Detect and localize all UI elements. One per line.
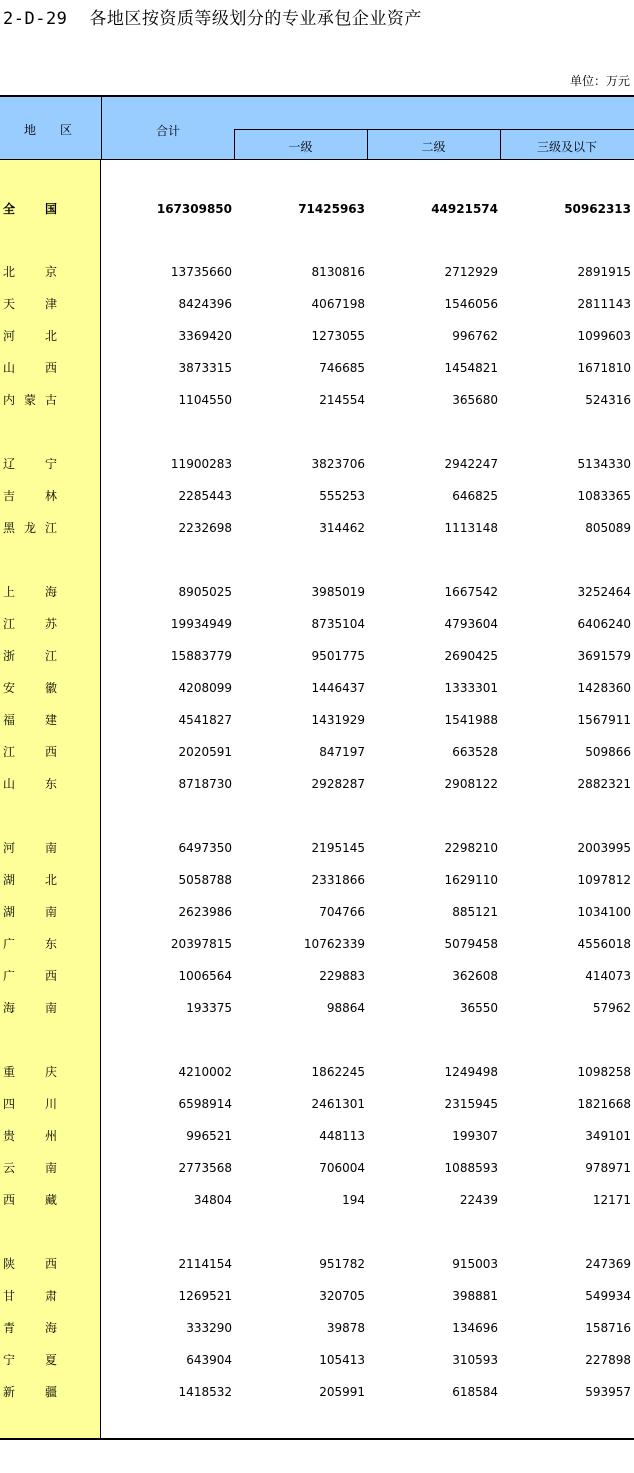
level2-value: 2298210: [444, 841, 498, 855]
region-char: 贵: [3, 1129, 16, 1143]
table-row: [0, 870, 634, 890]
table-row: [0, 518, 634, 538]
region-char: 湖: [3, 873, 16, 887]
region-name: [3, 1094, 57, 1114]
region-char: 庆: [44, 1065, 57, 1079]
level2-value: 365680: [452, 393, 498, 407]
header-level2: 二级: [421, 140, 446, 154]
total-value: 2020591: [178, 745, 232, 759]
level1-value: 314462: [319, 521, 365, 535]
table-row: [0, 326, 634, 346]
level2-value: 1546056: [444, 297, 498, 311]
region-char: 西: [44, 1257, 57, 1271]
level1-value: 2195145: [311, 841, 365, 855]
header-level3: 三级及以下: [536, 140, 597, 154]
region-char: 天: [3, 297, 16, 311]
level2-value: 2908122: [444, 777, 498, 791]
region-name: [3, 582, 57, 602]
region-name: [3, 358, 57, 378]
table-row: [0, 774, 634, 794]
table-row: [0, 742, 634, 762]
level1-value: 706004: [319, 1161, 365, 1175]
region-char: 广: [3, 969, 16, 983]
region-char: 夏: [44, 1353, 57, 1367]
region-char: 川: [44, 1097, 57, 1111]
table-code: 2-D-29: [3, 9, 68, 29]
level3-value: 414073: [585, 969, 631, 983]
total-value: 2285443: [178, 489, 232, 503]
total-value: 4541827: [178, 713, 232, 727]
region-char: 山: [3, 361, 16, 375]
level1-value: 8735104: [311, 617, 365, 631]
total-value: 2114154: [178, 1257, 232, 1271]
level1-value: 214554: [319, 393, 365, 407]
region-char: 南: [44, 905, 57, 919]
total-value: 3873315: [178, 361, 232, 375]
region-char: 北: [44, 873, 57, 887]
table-row: [0, 1254, 634, 1274]
region-name: [3, 326, 57, 346]
region-name: [3, 1382, 57, 1402]
total-value: 4210002: [178, 1065, 232, 1079]
level3-value: 1099603: [577, 329, 631, 343]
level1-value: 98864: [326, 1001, 365, 1015]
region-char: 国: [44, 202, 57, 216]
region-name: [3, 902, 57, 922]
region-char: 江: [44, 521, 57, 535]
region-char: 甘: [3, 1289, 16, 1303]
table-row: [0, 1158, 634, 1178]
level3-value: 1671810: [577, 361, 631, 375]
region-char: 北: [3, 265, 16, 279]
region-char: 西: [3, 1193, 16, 1207]
header-region: 地 区: [24, 123, 73, 137]
region-char: 云: [3, 1161, 16, 1175]
level1-value: 555253: [319, 489, 365, 503]
region-name: [3, 262, 57, 282]
level2-value: 1541988: [444, 713, 498, 727]
level1-value: 320705: [319, 1289, 365, 1303]
total-value: 643904: [186, 1353, 232, 1367]
total-value: 11900283: [170, 457, 232, 471]
table-row: [0, 998, 634, 1018]
region-name: [3, 1062, 57, 1082]
table-row: [0, 358, 634, 378]
level3-value: 247369: [585, 1257, 631, 1271]
total-value: 2773568: [178, 1161, 232, 1175]
level1-value: 194: [342, 1193, 365, 1207]
region-name: [3, 1254, 57, 1274]
table-row: [0, 1350, 634, 1370]
table-bottom-rule: [0, 1438, 634, 1440]
region-char: 北: [44, 329, 57, 343]
region-char: 州: [44, 1129, 57, 1143]
level3-value: 2811143: [577, 297, 631, 311]
region-char: 徽: [44, 681, 57, 695]
region-name: [3, 998, 57, 1018]
region-char: 津: [44, 297, 57, 311]
region-char: 内: [3, 393, 16, 407]
level3-value: 6406240: [577, 617, 631, 631]
level2-value: 2712929: [444, 265, 498, 279]
level3-value: 349101: [585, 1129, 631, 1143]
region-char: 吉: [3, 489, 16, 503]
level3-value: 50962313: [564, 202, 631, 216]
level3-value: 5134330: [577, 457, 631, 471]
region-char: 疆: [44, 1385, 57, 1399]
total-value: 1104550: [178, 393, 232, 407]
level3-value: 1567911: [577, 713, 631, 727]
region-char: 新: [3, 1385, 16, 1399]
region-char: 海: [44, 1321, 57, 1335]
region-char: 江: [44, 649, 57, 663]
table-row: [0, 262, 634, 282]
level2-value: 1629110: [444, 873, 498, 887]
level1-value: 847197: [319, 745, 365, 759]
region-name: [3, 774, 57, 794]
region-name: [3, 934, 57, 954]
region-char: 全: [3, 202, 16, 216]
level3-value: 1098258: [577, 1065, 631, 1079]
table-row: [0, 1286, 634, 1306]
level1-value: 205991: [319, 1385, 365, 1399]
table-row: [0, 1126, 634, 1146]
level2-value: 915003: [452, 1257, 498, 1271]
region-char: 河: [3, 329, 16, 343]
level1-value: 2331866: [311, 873, 365, 887]
level1-value: 9501775: [311, 649, 365, 663]
region-char: 宁: [3, 1353, 16, 1367]
region-char: 四: [3, 1097, 16, 1111]
region-name: [3, 294, 57, 314]
table-row: [0, 902, 634, 922]
region-char: 上: [3, 585, 16, 599]
header-level1: 一级: [288, 140, 313, 154]
total-value: 996521: [186, 1129, 232, 1143]
region-name: [3, 1350, 57, 1370]
region-char: 黑: [3, 521, 16, 535]
region-name: [3, 678, 57, 698]
level2-value: 310593: [452, 1353, 498, 1367]
region-char: 肃: [44, 1289, 57, 1303]
region-char: 南: [44, 841, 57, 855]
level1-value: 229883: [319, 969, 365, 983]
level2-value: 362608: [452, 969, 498, 983]
level2-value: 4793604: [444, 617, 498, 631]
level3-value: 57962: [592, 1001, 631, 1015]
level2-value: 1667542: [444, 585, 498, 599]
level2-value: 398881: [452, 1289, 498, 1303]
region-name: [3, 1318, 57, 1338]
region-name: [3, 742, 57, 762]
total-value: 193375: [186, 1001, 232, 1015]
table-title: 各地区按资质等级划分的专业承包企业资产: [89, 9, 422, 29]
level2-value: 36550: [459, 1001, 498, 1015]
region-char: 江: [3, 745, 16, 759]
region-char: 浙: [3, 649, 16, 663]
level1-value: 39878: [326, 1321, 365, 1335]
region-char: 江: [3, 617, 16, 631]
level1-value: 746685: [319, 361, 365, 375]
level2-value: 2690425: [444, 649, 498, 663]
level3-value: 12171: [592, 1193, 631, 1207]
total-value: 333290: [186, 1321, 232, 1335]
total-value: 2232698: [178, 521, 232, 535]
level1-value: 1431929: [311, 713, 365, 727]
unit-label: 单位：万元: [569, 74, 630, 88]
region-name: [3, 454, 57, 474]
level2-value: 1333301: [444, 681, 498, 695]
level3-value: 1097812: [577, 873, 631, 887]
level1-value: 105413: [319, 1353, 365, 1367]
region-name: [3, 199, 57, 219]
region-char: 安: [3, 681, 16, 695]
region-name: [3, 870, 57, 890]
total-value: 8424396: [178, 297, 232, 311]
level1-value: 4067198: [311, 297, 365, 311]
region-name: [3, 1190, 57, 1210]
table-row: [0, 1318, 634, 1338]
level3-value: 1034100: [577, 905, 631, 919]
table-row: [0, 486, 634, 506]
level2-value: 2942247: [444, 457, 498, 471]
level3-value: 2003995: [577, 841, 631, 855]
level3-value: 524316: [585, 393, 631, 407]
level2-value: 646825: [452, 489, 498, 503]
region-char: 藏: [44, 1193, 57, 1207]
level3-value: 1428360: [577, 681, 631, 695]
level1-value: 2461301: [311, 1097, 365, 1111]
region-char: 山: [3, 777, 16, 791]
region-char: 辽: [3, 457, 16, 471]
header-divider: [234, 129, 634, 130]
table-row: [0, 199, 634, 219]
region-char: 南: [44, 1001, 57, 1015]
total-value: 20397815: [170, 937, 232, 951]
region-char: 西: [44, 969, 57, 983]
level2-value: 44921574: [431, 202, 498, 216]
total-value: 8905025: [178, 585, 232, 599]
table-row: [0, 678, 634, 698]
level2-value: 996762: [452, 329, 498, 343]
level3-value: 3691579: [577, 649, 631, 663]
level2-value: 1454821: [444, 361, 498, 375]
total-value: 1269521: [178, 1289, 232, 1303]
region-char: 西: [44, 361, 57, 375]
total-value: 6598914: [178, 1097, 232, 1111]
total-value: 13735660: [170, 265, 232, 279]
level3-value: 805089: [585, 521, 631, 535]
region-char: 苏: [44, 617, 57, 631]
level1-value: 704766: [319, 905, 365, 919]
level3-value: 2891915: [577, 265, 631, 279]
level3-value: 593957: [585, 1385, 631, 1399]
level2-value: 134696: [452, 1321, 498, 1335]
table-row: [0, 934, 634, 954]
total-value: 1006564: [178, 969, 232, 983]
table-row: [0, 614, 634, 634]
region-name: [3, 486, 57, 506]
header-divider: [101, 97, 102, 159]
total-value: 3369420: [178, 329, 232, 343]
region-char: 宁: [44, 457, 57, 471]
region-char: 海: [44, 585, 57, 599]
level2-value: 1113148: [444, 521, 498, 535]
region-char: 海: [3, 1001, 16, 1015]
total-value: 167309850: [156, 202, 232, 216]
table-row: [0, 710, 634, 730]
level2-value: 5079458: [444, 937, 498, 951]
level1-value: 8130816: [311, 265, 365, 279]
total-value: 15883779: [170, 649, 232, 663]
level1-value: 1446437: [311, 681, 365, 695]
region-char: 陕: [3, 1257, 16, 1271]
region-name: [3, 1126, 57, 1146]
level1-value: 3823706: [311, 457, 365, 471]
level1-value: 951782: [319, 1257, 365, 1271]
region-name: [3, 1158, 57, 1178]
total-value: 5058788: [178, 873, 232, 887]
level3-value: 1821668: [577, 1097, 631, 1111]
region-name: [3, 390, 57, 410]
region-char: 蒙: [23, 393, 36, 407]
level3-value: 227898: [585, 1353, 631, 1367]
level3-value: 1083365: [577, 489, 631, 503]
level3-value: 978971: [585, 1161, 631, 1175]
region-char: 西: [44, 745, 57, 759]
region-char: 重: [3, 1065, 16, 1079]
level1-value: 71425963: [298, 202, 365, 216]
level1-value: 2928287: [311, 777, 365, 791]
level1-value: 10762339: [303, 937, 365, 951]
region-name: [3, 838, 57, 858]
table-row: [0, 582, 634, 602]
level3-value: 2882321: [577, 777, 631, 791]
level3-value: 4556018: [577, 937, 631, 951]
region-char: 东: [44, 937, 57, 951]
region-name: [3, 966, 57, 986]
table-row: [0, 646, 634, 666]
level2-value: 199307: [452, 1129, 498, 1143]
table-row: [0, 294, 634, 314]
region-char: 河: [3, 841, 16, 855]
region-char: 建: [44, 713, 57, 727]
region-name: [3, 1286, 57, 1306]
region-char: 南: [44, 1161, 57, 1175]
table-row: [0, 390, 634, 410]
page-title: [3, 4, 422, 29]
table-row: [0, 838, 634, 858]
region-column: [0, 160, 101, 1439]
level2-value: 885121: [452, 905, 498, 919]
level1-value: 1862245: [311, 1065, 365, 1079]
level2-value: 1249498: [444, 1065, 498, 1079]
region-char: 京: [44, 265, 57, 279]
total-value: 2623986: [178, 905, 232, 919]
table-row: [0, 966, 634, 986]
region-char: 龙: [23, 521, 36, 535]
region-name: [3, 518, 57, 538]
table-row: [0, 1190, 634, 1210]
table-row: [0, 1382, 634, 1402]
region-name: [3, 710, 57, 730]
region-name: [3, 646, 57, 666]
level1-value: 1273055: [311, 329, 365, 343]
total-value: 6497350: [178, 841, 232, 855]
table-row: [0, 454, 634, 474]
region-char: 林: [44, 489, 57, 503]
table-row: [0, 1062, 634, 1082]
table-row: [0, 1094, 634, 1114]
region-char: 青: [3, 1321, 16, 1335]
total-value: 1418532: [178, 1385, 232, 1399]
region-char: 湖: [3, 905, 16, 919]
level3-value: 509866: [585, 745, 631, 759]
level2-value: 22439: [459, 1193, 498, 1207]
level3-value: 3252464: [577, 585, 631, 599]
level3-value: 549934: [585, 1289, 631, 1303]
level2-value: 618584: [452, 1385, 498, 1399]
total-value: 34804: [193, 1193, 232, 1207]
level3-value: 158716: [585, 1321, 631, 1335]
table-header: [0, 95, 634, 160]
total-value: 4208099: [178, 681, 232, 695]
region-char: 古: [44, 393, 57, 407]
level2-value: 2315945: [444, 1097, 498, 1111]
level2-value: 663528: [452, 745, 498, 759]
total-value: 19934949: [170, 617, 232, 631]
level2-value: 1088593: [444, 1161, 498, 1175]
region-char: 东: [44, 777, 57, 791]
region-char: 福: [3, 713, 16, 727]
region-name: [3, 614, 57, 634]
region-char: 广: [3, 937, 16, 951]
level1-value: 3985019: [311, 585, 365, 599]
level1-value: 448113: [319, 1129, 365, 1143]
header-total: 合计: [156, 124, 181, 138]
total-value: 8718730: [178, 777, 232, 791]
